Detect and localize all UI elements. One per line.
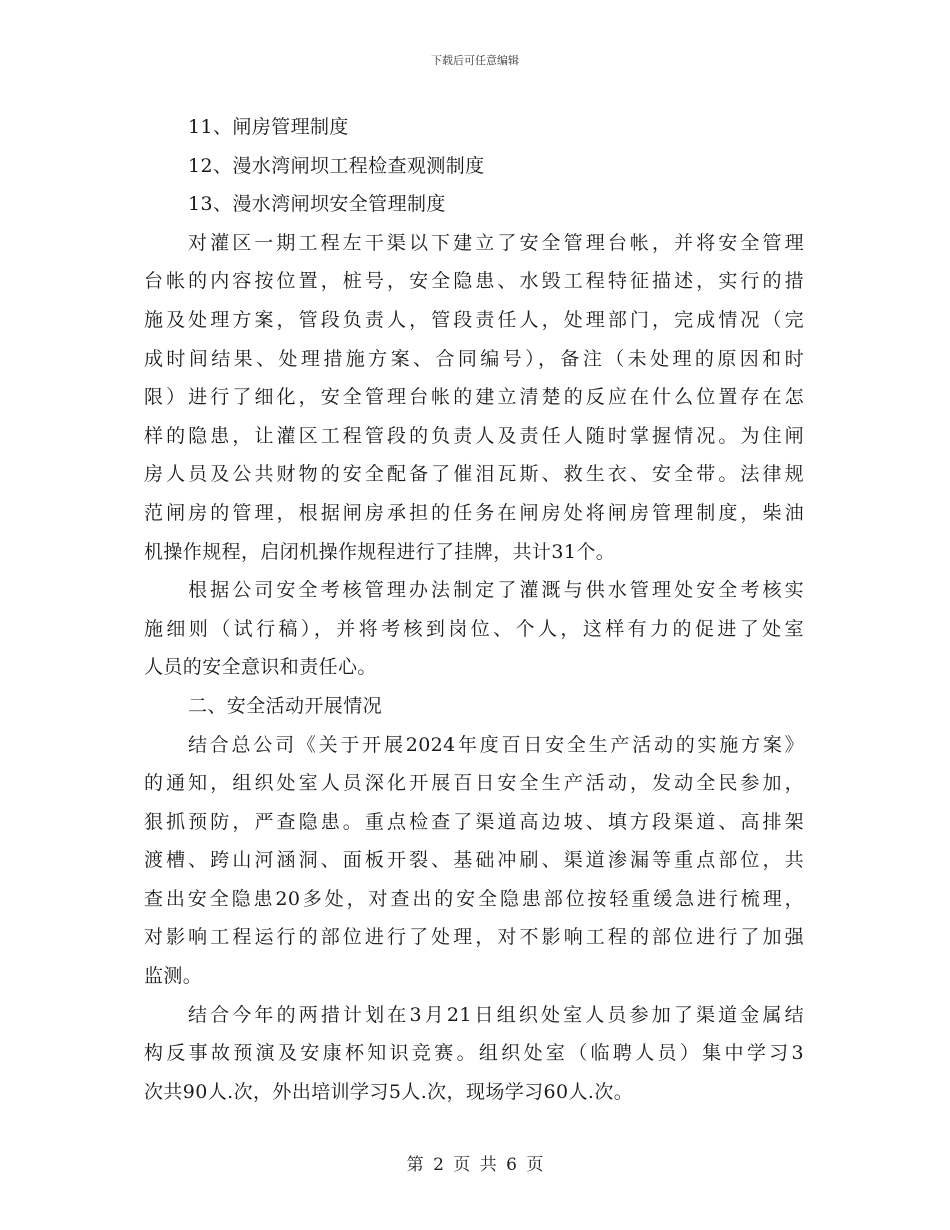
paragraph-line: 的通知，组织处室人员深化开展百日安全生产活动，发动全民参加，: [144, 772, 804, 795]
paragraph-line: 施细则（试行稿），并将考核到岗位、个人，这样有力的促进了处室: [144, 617, 804, 640]
paragraph-line: 成时间结果、处理措施方案、合同编号），备注（未处理的原因和时: [144, 347, 804, 370]
paragraph-line: 机操作规程，启闭机操作规程进行了挂牌，共计31个。: [144, 540, 616, 563]
paragraph-line: 房人员及公共财物的安全配备了催泪瓦斯、救生衣、安全带。法律规: [144, 463, 804, 486]
paragraph-line: 范闸房的管理，根据闸房承担的任务在闸房处将闸房管理制度，柴油: [144, 501, 804, 524]
paragraph-line: 渡槽、跨山河涵洞、面板开裂、基础冲刷、渠道渗漏等重点部位，共: [144, 849, 804, 872]
page-number: 第 2 页 共 6 页: [406, 1155, 544, 1175]
paragraph-line: 限）进行了细化，安全管理台帐的建立清楚的反应在什么位置存在怎: [144, 386, 804, 409]
list-item: 13、漫水湾闸坝安全管理制度: [188, 193, 446, 216]
paragraph-line: 人员的安全意识和责任心。: [144, 656, 377, 679]
paragraph-line: 狠抓预防，严查隐患。重点检查了渠道高边坡、填方段渠道、高排架: [144, 810, 804, 833]
paragraph-line: 监测。: [144, 965, 203, 988]
paragraph-line: 台帐的内容按位置，桩号，安全隐患、水毁工程特征描述，实行的措: [144, 270, 804, 293]
paragraph-line: 对灌区一期工程左干渠以下建立了安全管理台帐，并将安全管理: [188, 231, 804, 254]
paragraph-line: 对影响工程运行的部位进行了处理，对不影响工程的部位进行了加强: [144, 926, 804, 949]
paragraph-line: 根据公司安全考核管理办法制定了灌溉与供水管理处安全考核实: [188, 579, 804, 602]
paragraph-line: 样的隐患，让灌区工程管段的负责人及责任人随时掌握情况。为住闸: [144, 424, 804, 447]
page-header: 下载后可任意编辑: [431, 54, 519, 67]
paragraph-line: 结合今年的两措计划在3月21日组织处室人员参加了渠道金属结: [188, 1003, 804, 1026]
paragraph-line: 查出安全隐患20多处，对查出的安全隐患部位按轻重缓急进行梳理，: [144, 887, 804, 910]
list-item: 12、漫水湾闸坝工程检查观测制度: [188, 154, 485, 177]
paragraph-line: 施及处理方案，管段负责人，管段责任人，处理部门，完成情况（完: [144, 308, 804, 331]
paragraph-line: 结合总公司《关于开展2024年度百日安全生产活动的实施方案》: [188, 733, 804, 756]
paragraph-line: 次共90人.次，外出培训学习5人.次，现场学习60人.次。: [144, 1080, 634, 1103]
paragraph-line: 构反事故预演及安康杯知识竞赛。组织处室（临聘人员）集中学习3: [144, 1042, 804, 1065]
section-heading: 二、安全活动开展情况: [188, 694, 383, 717]
document-body: [144, 108, 804, 1111]
list-item: 11、闸房管理制度: [188, 116, 349, 138]
